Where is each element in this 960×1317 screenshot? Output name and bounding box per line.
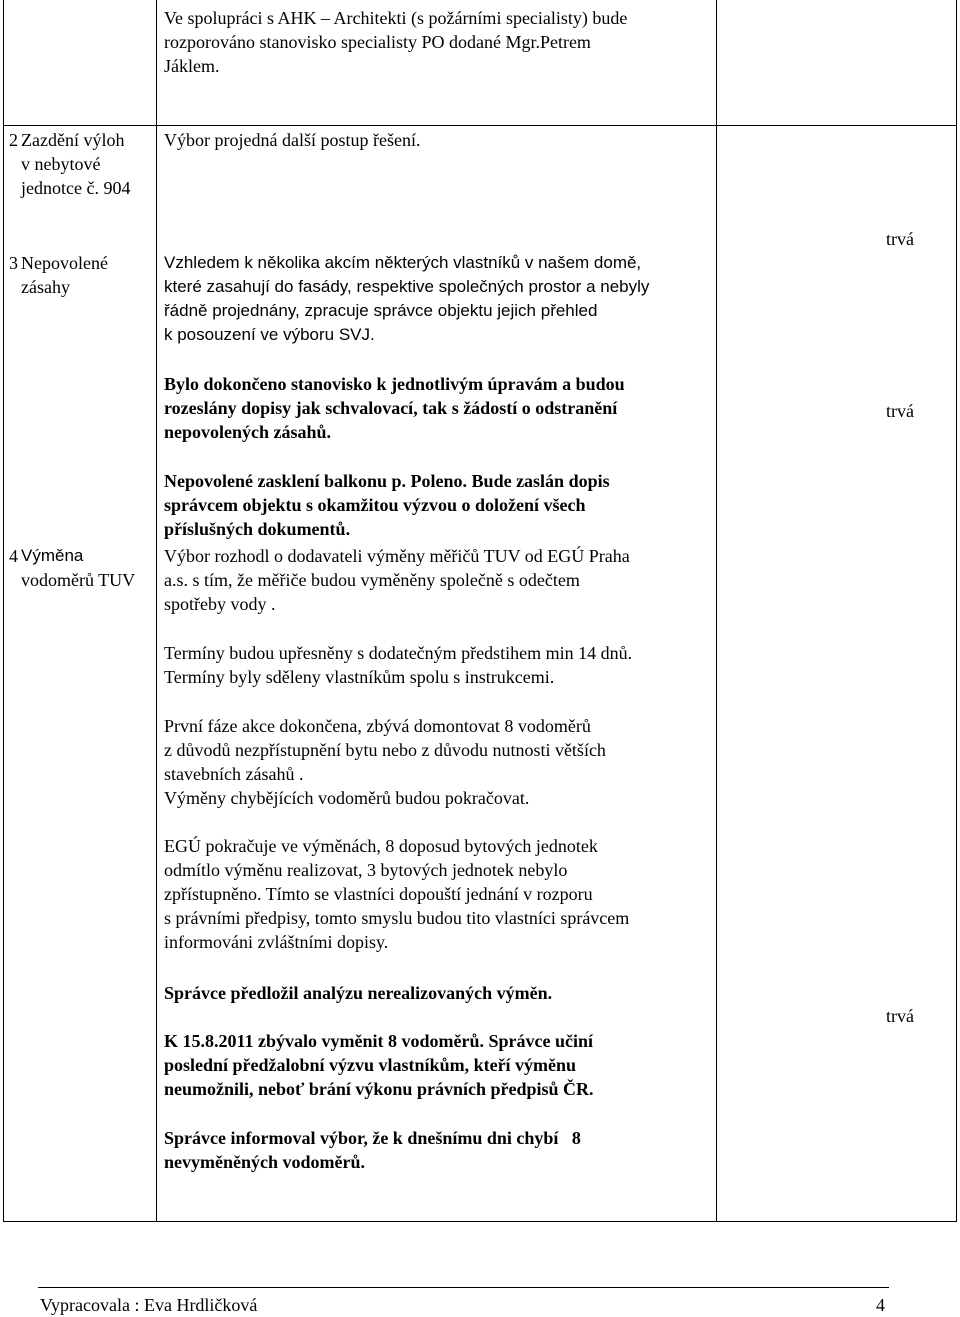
row1-line-1: Ve spolupráci s AHK – Architekti (s požárními specialisty) bude [164,8,628,28]
row3-title-line-2: zásahy [21,277,70,297]
row4-para3-line-3: stavebních zásahů . [164,764,304,784]
row4-para2-line-1: Termíny budou upřesněny s dodatečným předstihem min 14 dnů. [164,643,633,663]
row3-para2-line-3: nepovolených zásahů. [164,422,332,442]
row3-para3-line-3: příslušných dokumentů. [164,519,351,539]
row4-para4-line-4: s právními předpisy, tomto smyslu budou tito vlastníci správcem [164,908,630,928]
row4-para3-line-4: Výměny chybějících vodoměrů budou pokračovat. [164,788,530,808]
row3-para1-line-4: k posouzení ve výboru SVJ. [164,325,375,344]
table-border-right [956,0,957,1222]
row4-para4-line-5: informováni zvláštními dopisy. [164,932,389,952]
row4-para6-line-1: K 15.8.2011 zbývalo vyměnit 8 vodoměrů. Správce učiní [164,1031,593,1051]
row3-para1-line-1: Vzhledem k několika akcím některých vlastníků v našem domě, [164,253,642,272]
row2-content: Výbor projedná další postup řešení. [164,130,421,150]
row1-line-2: rozporováno stanovisko specialisty PO dodané Mgr.Petrem [164,32,591,52]
row3-status-1: trvá [886,229,914,249]
row3-title-line-1: Nepovolené [21,253,108,273]
row4-para2-line-2: Termíny byly sděleny vlastníkům spolu s instrukcemi. [164,667,555,687]
row4-para4-line-3: zpřístupněno. Tímto se vlastníci dopouští jednání v rozporu [164,884,593,904]
row3-para3-line-1: Nepovolené zasklení balkonu p. Poleno. Bude zaslán dopis [164,471,610,491]
row4-para1-line-1: Výbor rozhodl o dodavateli výměny měřičů TUV od EGÚ Praha [164,546,630,566]
table-col-divider-2 [716,0,717,1222]
row4-para1-line-2: a.s. s tím, že měřiče budou vyměněny společně s odečtem [164,570,580,590]
footer-author: Vypracovala : Eva Hrdličková [40,1295,258,1315]
row4-para5: Správce předložil analýzu nerealizovaných výměn. [164,983,553,1003]
row2-title-line-2: v nebytové [21,154,101,174]
row4-para3-line-2: z důvodů nezpřístupnění bytu nebo z důvodu nutnosti větších [164,740,606,760]
row3-para1-line-2: které zasahují do fasády, respektive společných prostor a nebyly [164,277,650,296]
row4-status: trvá [886,1006,914,1026]
row3-para3-line-2: správcem objektu s okamžitou výzvou o doložení všech [164,495,586,515]
row4-para3-line-1: První fáze akce dokončena, zbývá domontovat 8 vodoměrů [164,716,591,736]
row3-status-2: trvá [886,401,914,421]
row4-title-line-2: vodoměrů TUV [21,570,136,590]
row1-line-3: Jáklem. [164,56,220,76]
row4-para6-line-3: neumožnili, neboť brání výkonu právních předpisů ČR. [164,1079,594,1099]
row3-para2-line-2: rozeslány dopisy jak schvalovací, tak s žádostí o odstranění [164,398,618,418]
row4-para7-line-2: nevyměněných vodoměrů. [164,1152,365,1172]
row4-title-line-1: Výměna [21,546,84,565]
row3-para2-line-1: Bylo dokončeno stanovisko k jednotlivým úpravám a budou [164,374,625,394]
row2-title-line-1: Zazdění výloh [21,130,125,150]
footer-page-number: 4 [876,1295,885,1315]
row4-para4-line-2: odmítlo výměnu realizovat, 3 bytových jednotek nebylo [164,860,568,880]
table-col-divider-1 [156,0,157,1222]
footer-rule [38,1287,889,1288]
table-row-divider-1 [3,125,957,126]
row4-para4-line-1: EGÚ pokračuje ve výměnách, 8 doposud bytových jednotek [164,836,598,856]
row3-para1-line-3: řádně projednány, zpracuje správce objektu jejich přehled [164,301,598,320]
row4-number: 4 [9,546,18,566]
row3-number: 3 [9,253,18,273]
row2-number: 2 [9,130,18,150]
row4-para7-line-1: Správce informoval výbor, že k dnešnímu dni chybí 8 [164,1128,581,1148]
table-border-left [3,0,4,1222]
row4-para6-line-2: poslední předžalobní výzvu vlastníkům, kteří výměnu [164,1055,577,1075]
row4-para1-line-3: spotřeby vody . [164,594,276,614]
row2-title-line-3: jednotce č. 904 [21,178,131,198]
table-bottom-border [3,1221,957,1222]
